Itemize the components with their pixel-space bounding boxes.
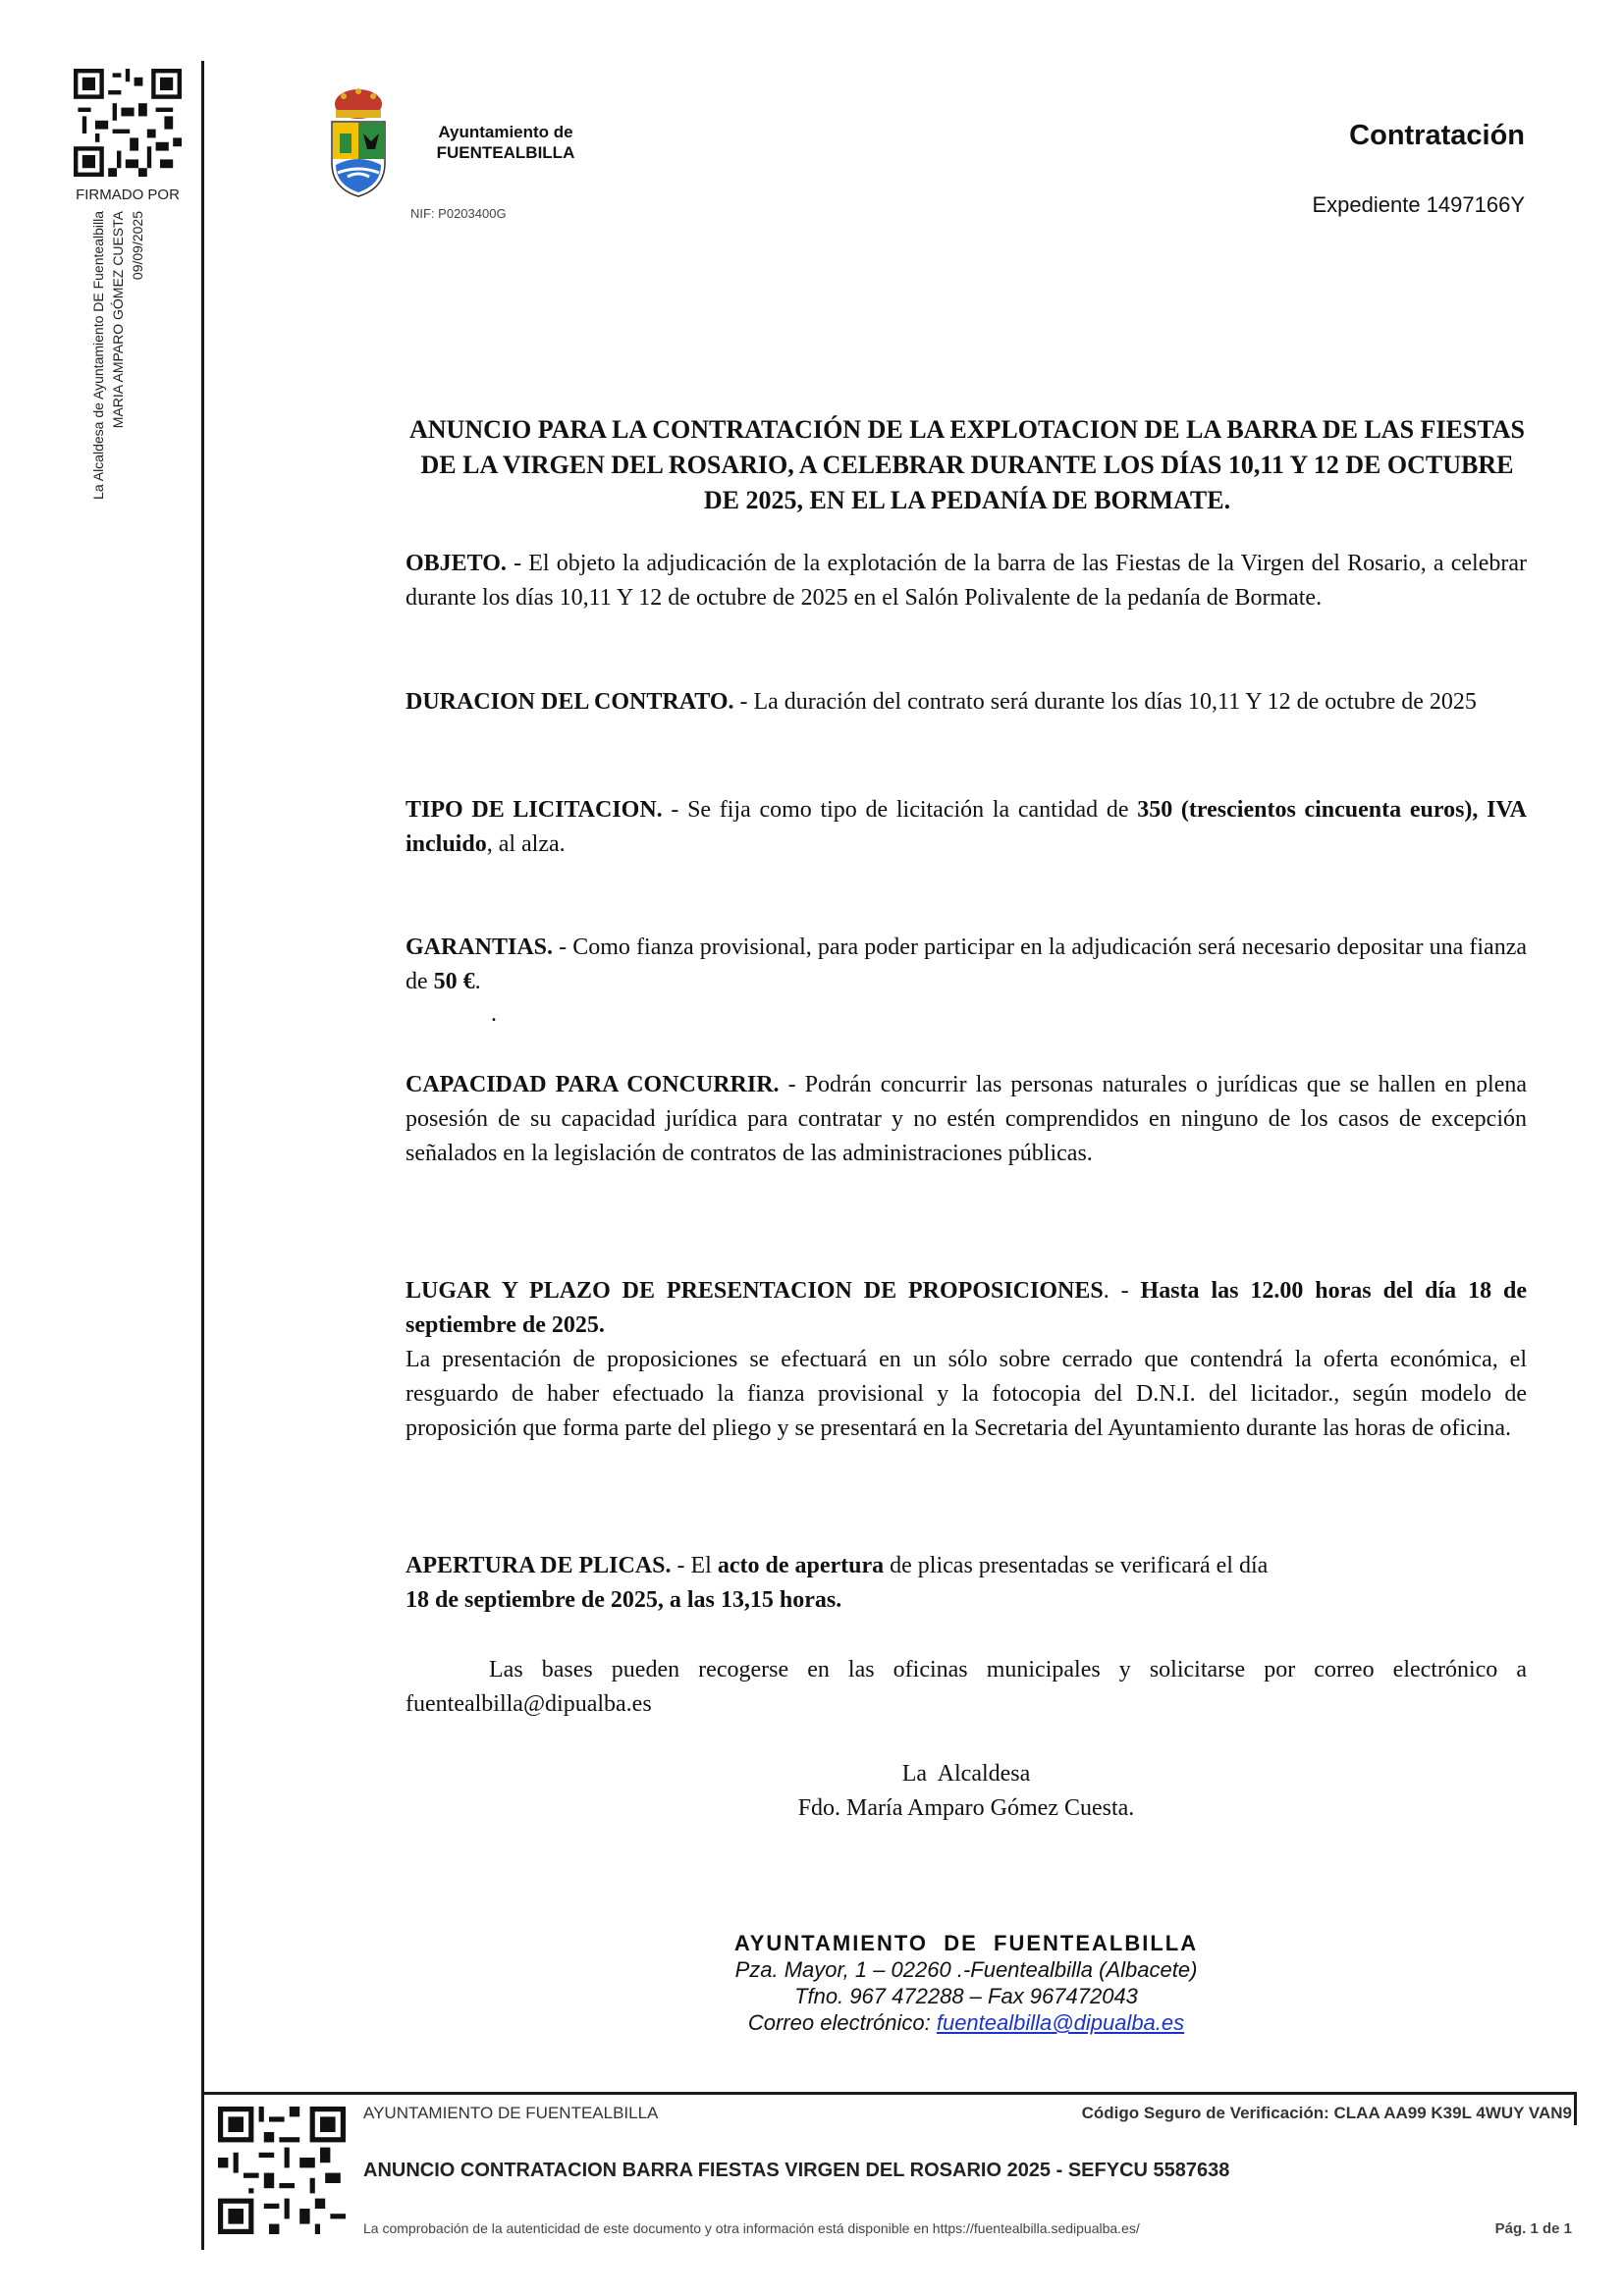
verification-note: La comprobación de la autenticidad de este documento y otra información está disponible en https://fuentealbilla.sedipualba.es/ <box>363 2220 1140 2236</box>
garantias-end: . <box>474 969 481 994</box>
expediente-number: Expediente 1497166Y <box>1312 192 1525 217</box>
apertura-act: acto de apertura <box>717 1553 885 1578</box>
tipo-text: - Se fija como tipo de licitación la cantidad de <box>662 797 1138 823</box>
tipo-paragraph <box>406 793 1527 862</box>
footer-contact <box>406 1930 1527 2036</box>
capacidad-heading: CAPACIDAD PARA CONCURRIR. <box>406 1072 780 1097</box>
apertura-text: - El <box>671 1553 718 1578</box>
garantias-text: - Como fianza provisional, para poder participar en la adjudicación será necesario depositar una fianza de <box>406 934 1527 994</box>
lugar-heading: LUGAR Y PLAZO DE PRESENTACION DE PROPOSICIONES <box>406 1278 1104 1304</box>
verification-code: Código Seguro de Verificación: CLAA AA99 K39L 4WUY VAN9 <box>1081 2104 1572 2122</box>
lugar-text: La presentación de proposiciones se efectuará en un sólo sobre cerrado que contendrá la oferta económica, el resguardo de haber efectuado la fianza provisional y la fotocopia del D.N.I. del licitador., según modelo de proposición que forma parte del pliego y se presentará en la Secretaria del Ayuntamiento durante las horas de oficina. <box>406 1347 1527 1441</box>
left-divider <box>201 61 204 2250</box>
objeto-text: - El objeto la adjudicación de la explotación de la barra de las Fiestas de la Virgen del Rosario, a celebrar durante los días 10,11 Y 12 de octubre de 2025 en el Salón Polivalente de la pedanía de Bormate. <box>406 551 1527 611</box>
duracion-heading: DURACION DEL CONTRATO. <box>406 689 734 715</box>
footer-address: Pza. Mayor, 1 – 02260 .-Fuentealbilla (Albacete) <box>734 1957 1198 1982</box>
footer-email-label: Correo electrónico: <box>747 2010 937 2035</box>
signature-strip-text <box>88 211 157 564</box>
apertura-paragraph <box>406 1549 1527 1618</box>
signature-strip-line: MARIA AMPARO GÓMEZ CUESTA <box>110 211 126 429</box>
org-line: FUENTEALBILLA <box>436 143 575 162</box>
apertura-text-2: de plicas presentadas se verificará el día <box>884 1553 1269 1578</box>
lugar-deadline: Hasta las 12.00 horas del día 18 de septiembre de 2025. <box>406 1278 1528 1338</box>
stray-dot: . <box>491 1001 497 1027</box>
page-number: Pág. 1 de 1 <box>1494 2220 1572 2237</box>
signature-strip-line: 09/09/2025 <box>130 211 145 281</box>
footer-email-link[interactable]: fuentealbilla@dipualba.es <box>936 2010 1185 2035</box>
signature-role: La Alcaldesa <box>901 1761 1031 1787</box>
verification-divider <box>201 2092 1576 2095</box>
apertura-date: 18 de septiembre de 2025, a las 13,15 horas. <box>406 1587 842 1613</box>
section-title: Contratación <box>1349 120 1525 151</box>
footer-email-line <box>406 2009 1527 2036</box>
signature-strip-line: La Alcaldesa de Ayuntamiento DE Fuentealbilla <box>90 211 106 500</box>
qr-code-icon <box>74 69 182 177</box>
verification-doc-title: ANUNCIO CONTRATACION BARRA FIESTAS VIRGEN DEL ROSARIO 2025 - SEFYCU 5587638 <box>363 2160 1230 2181</box>
signature-name: Fdo. María Amparo Gómez Cuesta. <box>797 1795 1135 1821</box>
verification-divider-right <box>1574 2092 1577 2125</box>
tipo-amount: 350 (trescientos cincuenta euros), IVA incluido <box>406 797 1528 857</box>
org-line: Ayuntamiento de <box>438 123 573 141</box>
objeto-paragraph <box>406 547 1527 615</box>
qr-code-icon <box>218 2107 346 2234</box>
bases-paragraph: Las bases pueden recogerse en las oficinas municipales y solicitarse por correo electrónico a fuentealbilla@dipualba.es <box>406 1657 1527 1717</box>
footer-org-name: AYUNTAMIENTO DE FUENTEALBILLA <box>733 1931 1199 1955</box>
objeto-heading: OBJETO. <box>406 551 507 576</box>
org-name <box>422 122 589 163</box>
tipo-heading: TIPO DE LICITACION. <box>406 797 663 823</box>
duracion-text: - La duración del contrato será durante los días 10,11 Y 12 de octubre de 2025 <box>733 689 1477 715</box>
capacidad-paragraph <box>406 1068 1527 1171</box>
duracion-paragraph <box>406 685 1527 720</box>
coat-of-arms-icon <box>324 82 393 200</box>
garantias-heading: GARANTIAS. <box>406 934 554 960</box>
signature-block <box>406 1757 1527 1826</box>
footer-phone: Tfno. 967 472288 – Fax 967472043 <box>794 1984 1138 2008</box>
capacidad-text: - Podrán concurrir las personas naturales o jurídicas que se hallen en plena posesión de su capacidad jurídica para contratar y no estén comprendidos en ninguno de los casos de excepción señalados en la legislación de contratos de las administraciones públicas. <box>406 1072 1527 1166</box>
document-title: ANUNCIO PARA LA CONTRATACIÓN DE LA EXPLOTACION DE LA BARRA DE LAS FIESTAS DE LA VIRGEN DEL ROSARIO, A CELEBRAR DURANTE LOS DÍAS 10,11 Y 12 DE OCTUBRE DE 2025, EN EL LA PEDANÍA DE BORMATE. <box>409 415 1525 514</box>
garantias-paragraph <box>406 931 1527 999</box>
lugar-separator: . - <box>1103 1278 1141 1304</box>
firmado-label: FIRMADO POR <box>76 187 180 203</box>
tipo-text-end: , al alza. <box>486 831 566 857</box>
garantias-amount: 50 € <box>433 969 475 994</box>
verification-org: AYUNTAMIENTO DE FUENTEALBILLA <box>363 2104 659 2122</box>
apertura-heading: APERTURA DE PLICAS. <box>406 1553 672 1578</box>
lugar-paragraph <box>406 1274 1527 1446</box>
nif-label: NIF: P0203400G <box>410 206 507 221</box>
